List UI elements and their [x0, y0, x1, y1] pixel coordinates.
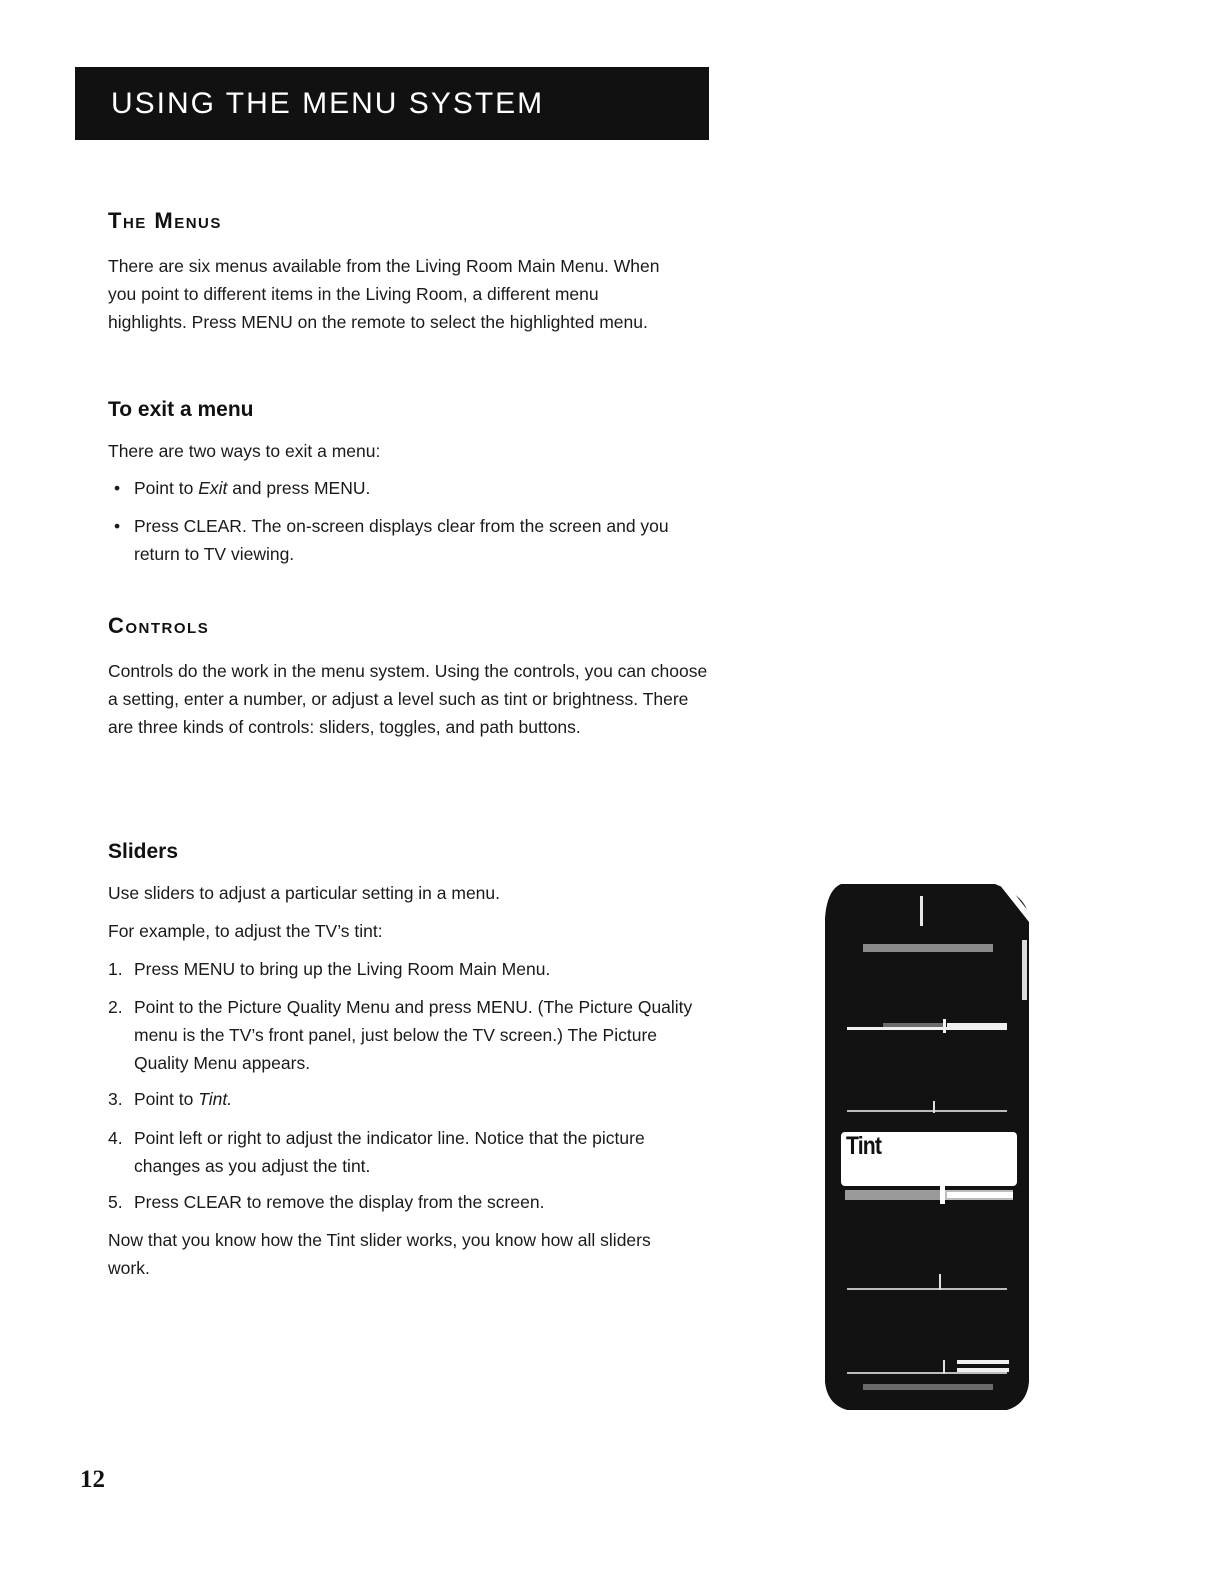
- tint-label: Tint: [846, 1132, 882, 1160]
- step-number: 1.: [108, 959, 123, 979]
- step-number: 5.: [108, 1192, 123, 1212]
- step-number: 3.: [108, 1089, 123, 1109]
- step-number: 4.: [108, 1128, 123, 1148]
- step-1: [108, 955, 708, 983]
- slider-track-1: [863, 944, 993, 952]
- step-text: Press MENU to bring up the Living Room Main Menu.: [134, 959, 551, 979]
- bullet-dot: •: [114, 478, 121, 498]
- step-4: [108, 1124, 708, 1180]
- exit-bullet-1: [108, 474, 708, 502]
- bullet-1-before: Point to: [134, 478, 199, 498]
- bullet-dot: •: [114, 516, 121, 536]
- step-number: 2.: [108, 997, 123, 1017]
- step-text: Point to the Picture Quality Menu and press MENU. (The Picture Quality menu is the TV’s front panel, just below the TV screen.) The Picture Quality Menu appears.: [134, 997, 693, 1073]
- step-text: Point left or right to adjust the indicator line. Notice that the picture changes as you adjust the tint.: [134, 1128, 645, 1176]
- screen-right-edge: [1022, 940, 1027, 1000]
- menus-paragraph: There are six menus available from the Living Room Main Menu. When you point to different items in the Living Room, a different menu highlights. Press MENU on the remote to select the highlighted menu.: [108, 256, 660, 332]
- step-text-before: Point to: [134, 1089, 199, 1109]
- step-3: [108, 1085, 708, 1113]
- screen-top-indicator: [920, 896, 923, 926]
- bullet-1-after: and press MENU.: [227, 478, 371, 498]
- subheading-sliders: Sliders: [108, 840, 179, 863]
- bullet-2-text: Press CLEAR. The on-screen displays clear from the screen and you return to TV viewing.: [134, 516, 669, 564]
- step-text: Press CLEAR to remove the display from the screen.: [134, 1192, 545, 1212]
- exit-bullet-2: [108, 512, 708, 568]
- banner-title: USING THE MENU SYSTEM: [111, 86, 545, 120]
- step-5: [108, 1188, 708, 1216]
- controls-paragraph: Controls do the work in the menu system. Using the controls, you can choose a setting, enter a number, or adjust a level such as tint or brightness. There are three kinds of controls: sliders, toggles, and path buttons.: [108, 661, 708, 737]
- section-heading-controls: Controls: [108, 613, 210, 638]
- sliders-closing: Now that you know how the Tint slider works, you know how all sliders work.: [108, 1230, 651, 1278]
- exit-intro: There are two ways to exit a menu:: [108, 441, 381, 461]
- step-text-emph: Tint.: [198, 1089, 233, 1109]
- page-banner: [75, 67, 709, 140]
- subheading-exit-menu: To exit a menu: [108, 398, 254, 421]
- sliders-intro: Use sliders to adjust a particular setting in a menu.: [108, 883, 500, 903]
- page-number: 12: [80, 1466, 105, 1493]
- bullet-1-emph: Exit: [198, 478, 228, 498]
- step-2: [108, 993, 708, 1077]
- sliders-example: For example, to adjust the TV’s tint:: [108, 921, 383, 941]
- section-heading-menus: The Menus: [108, 208, 222, 233]
